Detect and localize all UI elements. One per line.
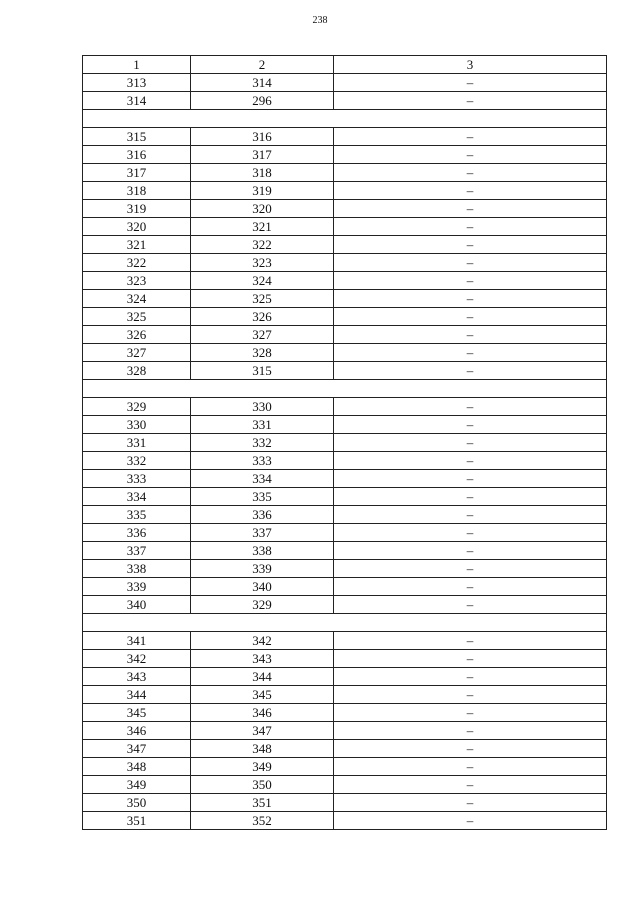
table-cell-col-1: 345 — [83, 704, 191, 722]
table-cell-col-1: 335 — [83, 506, 191, 524]
table-cell-col-2: 351 — [191, 794, 334, 812]
table-cell-col-1: 333 — [83, 470, 191, 488]
table-cell-col-2: 333 — [191, 452, 334, 470]
table-cell-col-3: – — [334, 812, 607, 830]
table-cell-col-2: 328 — [191, 344, 334, 362]
table-row — [83, 146, 607, 164]
table-cell-col-1: 351 — [83, 812, 191, 830]
data-table — [82, 55, 607, 830]
table-cell-col-3: – — [334, 344, 607, 362]
table-row — [83, 560, 607, 578]
table-row — [83, 794, 607, 812]
table-cell-col-1: 341 — [83, 632, 191, 650]
table-row — [83, 362, 607, 380]
table-row — [83, 92, 607, 110]
table-row — [83, 254, 607, 272]
table-cell-col-2: 320 — [191, 200, 334, 218]
table-cell-col-1: 338 — [83, 560, 191, 578]
table-row — [83, 344, 607, 362]
table-cell-col-1: 328 — [83, 362, 191, 380]
table-cell-col-1: 321 — [83, 236, 191, 254]
table-cell-col-1: 349 — [83, 776, 191, 794]
table-row — [83, 776, 607, 794]
table-cell-col-2: 327 — [191, 326, 334, 344]
table-cell-col-2: 342 — [191, 632, 334, 650]
table-body — [83, 56, 607, 830]
table-cell-col-3: – — [334, 452, 607, 470]
table-row — [83, 488, 607, 506]
table-cell-col-3: – — [334, 578, 607, 596]
column-header-2: 2 — [191, 56, 334, 74]
table-cell-col-2: 315 — [191, 362, 334, 380]
table-row — [83, 758, 607, 776]
table-cell-col-2: 331 — [191, 416, 334, 434]
table-row — [83, 398, 607, 416]
table-cell-col-2: 347 — [191, 722, 334, 740]
table-cell-col-2: 321 — [191, 218, 334, 236]
table-cell-col-3: – — [334, 650, 607, 668]
table-row — [83, 164, 607, 182]
table-cell-col-2: 325 — [191, 290, 334, 308]
table-cell-col-2: 317 — [191, 146, 334, 164]
table-cell-col-2: 330 — [191, 398, 334, 416]
table-cell-col-3: – — [334, 290, 607, 308]
table-cell-col-3: – — [334, 722, 607, 740]
table-cell-col-1: 323 — [83, 272, 191, 290]
table-cell-col-2: 337 — [191, 524, 334, 542]
table-cell-col-3: – — [334, 794, 607, 812]
table-cell-col-2: 319 — [191, 182, 334, 200]
group-separator-cell — [83, 110, 607, 128]
table-cell-col-2: 352 — [191, 812, 334, 830]
table-cell-col-3: – — [334, 182, 607, 200]
table-cell-col-3: – — [334, 146, 607, 164]
table-row — [83, 326, 607, 344]
table-row — [83, 128, 607, 146]
table-cell-col-2: 332 — [191, 434, 334, 452]
table-row — [83, 218, 607, 236]
table-cell-col-1: 313 — [83, 74, 191, 92]
table-cell-col-1: 330 — [83, 416, 191, 434]
table-cell-col-3: – — [334, 740, 607, 758]
group-separator-row — [83, 614, 607, 632]
table-cell-col-2: 338 — [191, 542, 334, 560]
table-cell-col-2: 318 — [191, 164, 334, 182]
table-cell-col-2: 340 — [191, 578, 334, 596]
table-cell-col-1: 331 — [83, 434, 191, 452]
table-cell-col-2: 346 — [191, 704, 334, 722]
table-cell-col-3: – — [334, 560, 607, 578]
table-cell-col-2: 344 — [191, 668, 334, 686]
table-cell-col-1: 336 — [83, 524, 191, 542]
group-separator-cell — [83, 614, 607, 632]
table-cell-col-1: 327 — [83, 344, 191, 362]
table-cell-col-2: 349 — [191, 758, 334, 776]
table-cell-col-2: 329 — [191, 596, 334, 614]
table-cell-col-2: 350 — [191, 776, 334, 794]
table-cell-col-3: – — [334, 254, 607, 272]
table-cell-col-2: 323 — [191, 254, 334, 272]
table-cell-col-1: 332 — [83, 452, 191, 470]
group-separator-cell — [83, 380, 607, 398]
table-row — [83, 308, 607, 326]
table-cell-col-1: 314 — [83, 92, 191, 110]
table-cell-col-1: 329 — [83, 398, 191, 416]
table-cell-col-2: 322 — [191, 236, 334, 254]
table-cell-col-3: – — [334, 506, 607, 524]
table-row — [83, 704, 607, 722]
table-cell-col-3: – — [334, 704, 607, 722]
table-row — [83, 686, 607, 704]
table-cell-col-3: – — [334, 542, 607, 560]
table-cell-col-1: 346 — [83, 722, 191, 740]
table-cell-col-3: – — [334, 398, 607, 416]
table-cell-col-1: 344 — [83, 686, 191, 704]
table-cell-col-1: 339 — [83, 578, 191, 596]
table-cell-col-1: 325 — [83, 308, 191, 326]
table-row — [83, 416, 607, 434]
table-cell-col-2: 343 — [191, 650, 334, 668]
table-row — [83, 650, 607, 668]
table-row — [83, 470, 607, 488]
page-number: 238 — [312, 15, 328, 26]
table-cell-col-3: – — [334, 272, 607, 290]
table-cell-col-2: 335 — [191, 488, 334, 506]
column-header-1: 1 — [83, 56, 191, 74]
table-cell-col-1: 350 — [83, 794, 191, 812]
table-cell-col-1: 340 — [83, 596, 191, 614]
table-header-row — [83, 56, 607, 74]
table-cell-col-3: – — [334, 524, 607, 542]
table-cell-col-3: – — [334, 686, 607, 704]
table-row — [83, 578, 607, 596]
table-row — [83, 542, 607, 560]
table-row — [83, 74, 607, 92]
table-cell-col-1: 317 — [83, 164, 191, 182]
column-header-3: 3 — [334, 56, 607, 74]
table-cell-col-1: 316 — [83, 146, 191, 164]
table-row — [83, 236, 607, 254]
table-cell-col-1: 320 — [83, 218, 191, 236]
table-row — [83, 290, 607, 308]
table-row — [83, 740, 607, 758]
table-cell-col-3: – — [334, 164, 607, 182]
table-row — [83, 722, 607, 740]
table-cell-col-1: 334 — [83, 488, 191, 506]
table-cell-col-1: 318 — [83, 182, 191, 200]
table-cell-col-2: 316 — [191, 128, 334, 146]
group-separator-row — [83, 380, 607, 398]
table-cell-col-1: 342 — [83, 650, 191, 668]
table-cell-col-2: 326 — [191, 308, 334, 326]
table-cell-col-3: – — [334, 632, 607, 650]
table-cell-col-3: – — [334, 92, 607, 110]
table-row — [83, 452, 607, 470]
table-cell-col-3: – — [334, 236, 607, 254]
table-cell-col-1: 319 — [83, 200, 191, 218]
table-cell-col-2: 334 — [191, 470, 334, 488]
table-row — [83, 200, 607, 218]
table-cell-col-3: – — [334, 308, 607, 326]
table-cell-col-1: 324 — [83, 290, 191, 308]
table-cell-col-2: 339 — [191, 560, 334, 578]
table-cell-col-2: 314 — [191, 74, 334, 92]
table-row — [83, 506, 607, 524]
table-cell-col-1: 322 — [83, 254, 191, 272]
table-cell-col-1: 343 — [83, 668, 191, 686]
table-cell-col-1: 348 — [83, 758, 191, 776]
table-row — [83, 182, 607, 200]
table-row — [83, 524, 607, 542]
table-cell-col-2: 324 — [191, 272, 334, 290]
table-cell-col-3: – — [334, 776, 607, 794]
table-cell-col-3: – — [334, 128, 607, 146]
table-cell-col-2: 345 — [191, 686, 334, 704]
table-row — [83, 434, 607, 452]
table-cell-col-3: – — [334, 488, 607, 506]
table-cell-col-1: 347 — [83, 740, 191, 758]
table-cell-col-3: – — [334, 470, 607, 488]
table-row — [83, 632, 607, 650]
table-row — [83, 668, 607, 686]
table-cell-col-2: 336 — [191, 506, 334, 524]
table-cell-col-3: – — [334, 434, 607, 452]
table-cell-col-3: – — [334, 362, 607, 380]
table-row — [83, 596, 607, 614]
table-cell-col-3: – — [334, 200, 607, 218]
table-cell-col-3: – — [334, 218, 607, 236]
table-cell-col-3: – — [334, 416, 607, 434]
table-cell-col-1: 326 — [83, 326, 191, 344]
group-separator-row — [83, 110, 607, 128]
table-cell-col-3: – — [334, 326, 607, 344]
table-row — [83, 272, 607, 290]
table-cell-col-3: – — [334, 596, 607, 614]
table-cell-col-3: – — [334, 74, 607, 92]
table-row — [83, 812, 607, 830]
table-cell-col-2: 296 — [191, 92, 334, 110]
table-cell-col-3: – — [334, 758, 607, 776]
table-cell-col-1: 315 — [83, 128, 191, 146]
table-cell-col-3: – — [334, 668, 607, 686]
table-cell-col-2: 348 — [191, 740, 334, 758]
table-cell-col-1: 337 — [83, 542, 191, 560]
